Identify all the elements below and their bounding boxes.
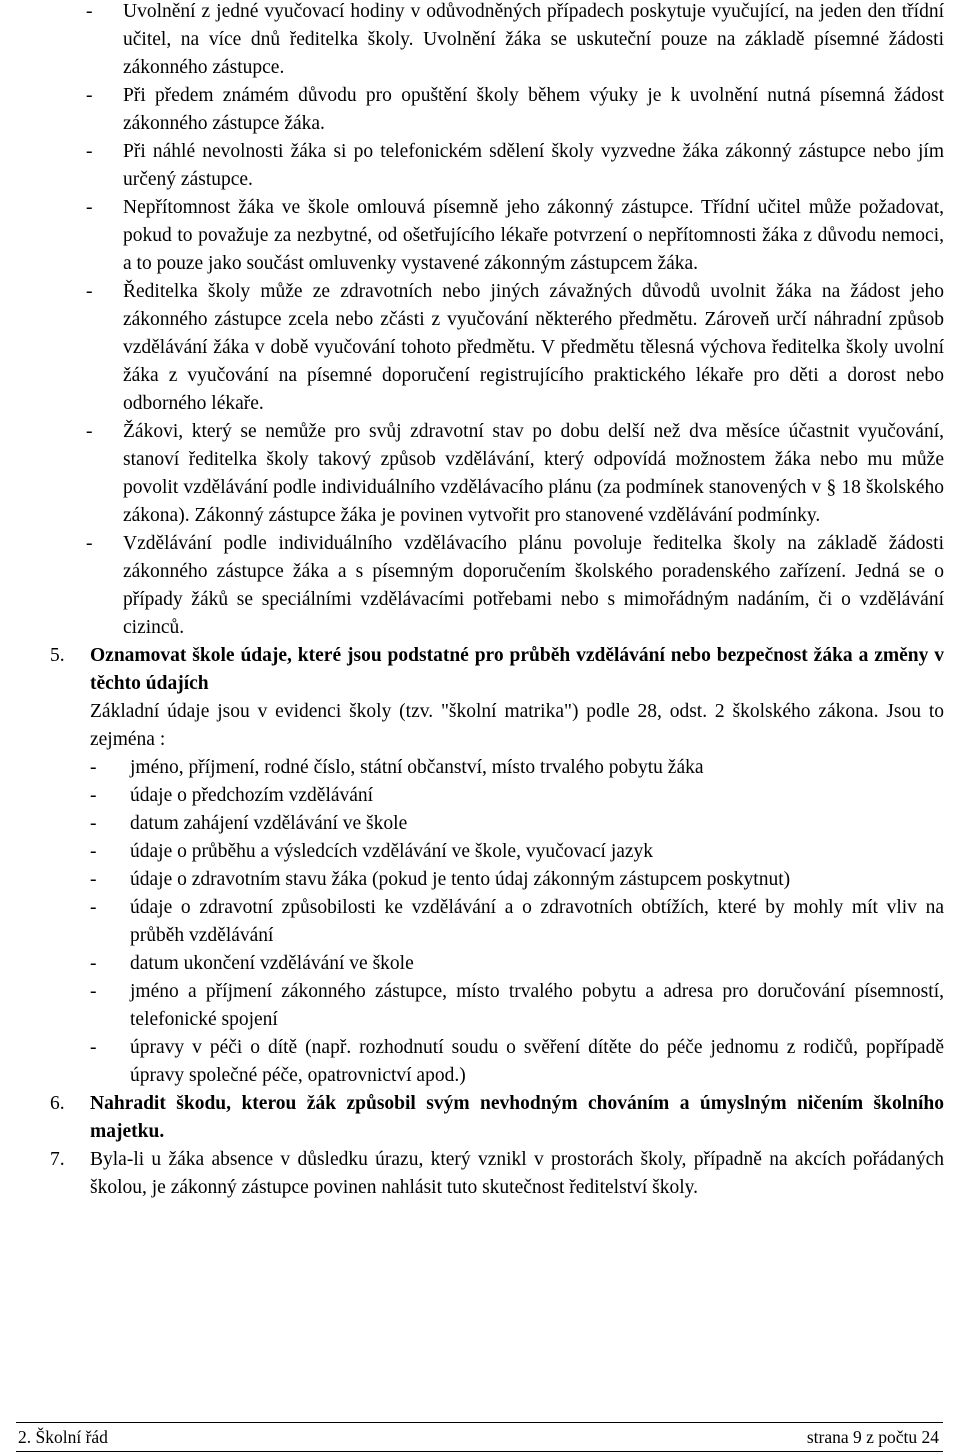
- footer-document-title: 2. Školní řád: [18, 1427, 108, 1447]
- dash: -: [86, 85, 93, 106]
- numbered-item-5: [0, 642, 960, 1090]
- list-item: [86, 82, 944, 138]
- list-item: [86, 0, 944, 82]
- dash: -: [90, 981, 97, 1002]
- dash: -: [90, 785, 97, 806]
- list-item: [86, 530, 944, 642]
- list-item: [86, 138, 944, 194]
- dash: -: [86, 1, 93, 22]
- item-heading: Nahradit škodu, kterou žák způsobil svým nevhodným chováním a úmyslným ničením školního majetku.: [90, 1093, 944, 1142]
- item-text: Byla-li u žáka absence v důsledku úrazu, který vznikl v prostorách školy, případně na akcích pořádaných školou, je zákonný zástupce povinen nahlásit tuto skutečnost ředitelství školy.: [90, 1149, 944, 1198]
- list-item: [90, 950, 944, 978]
- list-item-text: datum ukončení vzdělávání ve škole: [130, 953, 414, 974]
- item-number: 7.: [50, 1149, 65, 1170]
- list-item-text: úpravy v péči o dítě (např. rozhodnutí soudu o svěření dítěte do péče jednomu z rodičů, popřípadě úpravy společné péče, opatrovnictví apod.): [130, 1037, 944, 1086]
- list-item-text: Žákovi, který se nemůže pro svůj zdravotní stav po dobu delší než dva měsíce účastnit vyučování, stanoví ředitelka školy takový způsob vzdělávání, který odpovídá možnostem žáka nebo mu může povolit vzdělávání podle individuálního vzdělávacího plánu (za podmínek stanovených v § 18 školského zákona). Zákonný zástupce žáka je povinen vytvořit pro stanovené vzdělávání podmínky.: [123, 421, 944, 526]
- dash: -: [86, 141, 93, 162]
- list-item-text: údaje o zdravotním stavu žáka (pokud je tento údaj zákonným zástupcem poskytnut): [130, 869, 791, 890]
- dash: -: [86, 281, 93, 302]
- list-item: [90, 1034, 944, 1090]
- list-item: [90, 810, 944, 838]
- list-item-text: jméno, příjmení, rodné číslo, státní občanství, místo trvalého pobytu žáka: [130, 757, 704, 778]
- dash: -: [86, 533, 93, 554]
- footer-page-number: strana 9 z počtu 24: [806, 1427, 939, 1447]
- list-item: [90, 838, 944, 866]
- dash: -: [86, 421, 93, 442]
- dash: -: [90, 897, 97, 918]
- list-item-text: Vzdělávání podle individuálního vzdělávacího plánu povoluje ředitelka školy na základě žádosti zákonného zástupce žáka a s písemným doporučením školského poradenského zařízení. Jedná se o případy žáků se speciálními vzdělávacími potřebami nebo s mimořádným nadáním, či o vzdělávání cizinců.: [123, 533, 944, 638]
- section4-bullet-list: [86, 0, 944, 642]
- list-item-text: údaje o zdravotní způsobilosti ke vzdělávání a o zdravotních obtížích, které by mohly mít vliv na průběh vzdělávání: [130, 897, 944, 946]
- item-intro: Základní údaje jsou v evidenci školy (tzv. "školní matrika") podle 28, odst. 2 školského zákona. Jsou to zejména :: [90, 701, 944, 750]
- list-item: [90, 782, 944, 810]
- list-item: [86, 418, 944, 530]
- list-item-text: Nepřítomnost žáka ve škole omlouvá písemně jeho zákonný zástupce. Třídní učitel může požadovat, pokud to považuje za nezbytné, od ošetřujícího lékaře potvrzení o nepřítomnosti žáka z důvodu nemoci, a to pouze jako součást omluvenky vystavené zákonným zástupcem žáka.: [123, 197, 944, 274]
- list-item-text: Ředitelka školy může ze zdravotních nebo jiných závažných důvodů uvolnit žáka na žádost jeho zákonného zástupce zcela nebo zčásti z vyučování některého předmětu. Zároveň určí náhradní způsob vzdělávání žáka v době vyučování tohoto předmětu. V předmětu tělesná výchova ředitelka školy uvolní žáka z vyučování na písemné doporučení registrujícího praktického lékaře pro děti a dorost nebo odborného lékaře.: [123, 281, 944, 414]
- numbered-item-6: [0, 1090, 960, 1146]
- list-item: [90, 866, 944, 894]
- list-item: [90, 978, 944, 1034]
- dash: -: [90, 841, 97, 862]
- item-number: 5.: [50, 645, 65, 666]
- list-item: [90, 894, 944, 950]
- list-item: [86, 194, 944, 278]
- dash: -: [90, 869, 97, 890]
- list-item: [86, 278, 944, 418]
- list-item-text: Při náhlé nevolnosti žáka si po telefonickém sdělení školy vyzvedne žáka zákonný zástupce nebo jím určený zástupce.: [123, 141, 944, 190]
- list-item: [90, 754, 944, 782]
- numbered-item-7: [0, 1146, 960, 1202]
- dash: -: [90, 813, 97, 834]
- dash: -: [86, 197, 93, 218]
- page-footer: [16, 1422, 943, 1452]
- dash: -: [90, 1037, 97, 1058]
- item-number: 6.: [50, 1093, 65, 1114]
- dash: -: [90, 953, 97, 974]
- dash: -: [90, 757, 97, 778]
- list-item-text: datum zahájení vzdělávání ve škole: [130, 813, 408, 834]
- list-item-text: Při předem známém důvodu pro opuštění školy během výuky je k uvolnění nutná písemná žádost zákonného zástupce žáka.: [123, 85, 944, 134]
- item5-data-list: [90, 754, 944, 1090]
- list-item-text: údaje o průběhu a výsledcích vzdělávání ve škole, vyučovací jazyk: [130, 841, 654, 862]
- item-heading: Oznamovat škole údaje, které jsou podstatné pro průběh vzdělávání nebo bezpečnost žáka a změny v těchto údajích: [90, 645, 944, 694]
- list-item-text: jméno a příjmení zákonného zástupce, místo trvalého pobytu a adresa pro doručování písemností, telefonické spojení: [130, 981, 944, 1030]
- list-item-text: údaje o předchozím vzdělávání: [130, 785, 374, 806]
- list-item-text: Uvolnění z jedné vyučovací hodiny v odůvodněných případech poskytuje vyučující, na jeden den třídní učitel, na více dnů ředitelka školy. Uvolnění žáka se uskuteční pouze na základě písemné žádosti zákonného zástupce.: [123, 1, 944, 78]
